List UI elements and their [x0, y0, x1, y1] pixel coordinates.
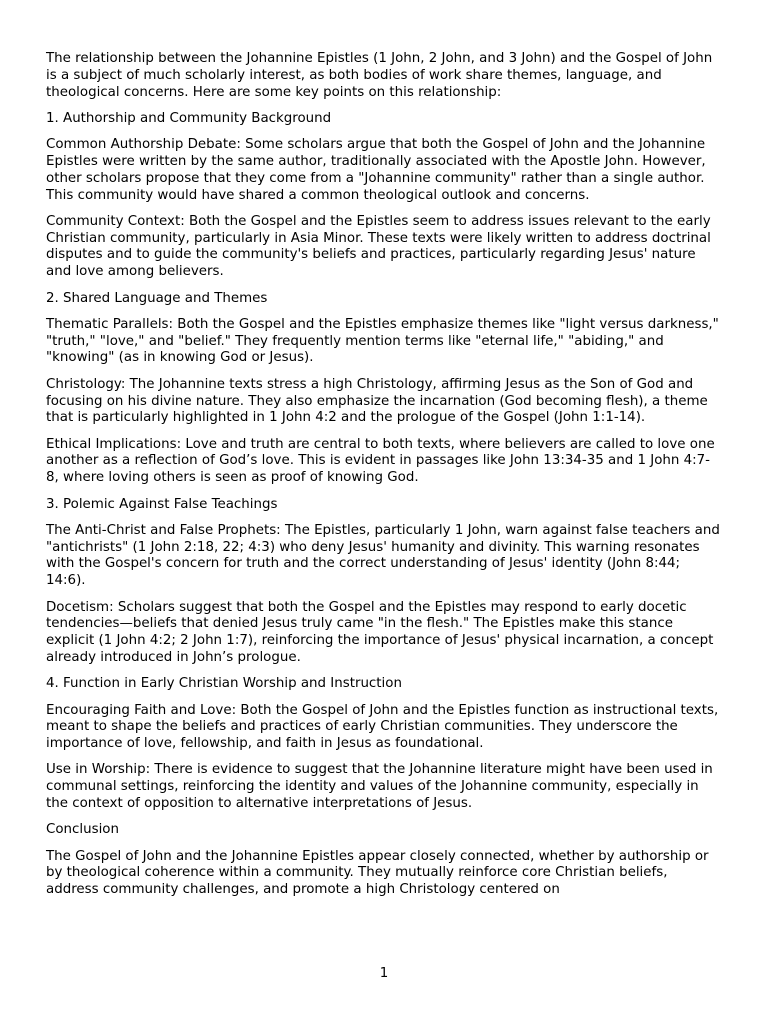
paragraph-thematic-parallels: Thematic Parallels: Both the Gospel and the Epistles emphasize themes like "light versus darkness," "truth," "love," and "belief." They frequently mention terms like "eternal life," "abiding," and "knowing" (as in knowing God or Jesus). [46, 316, 719, 366]
section-heading-conclusion: Conclusion [46, 822, 119, 838]
paragraph-conclusion: The Gospel of John and the Johannine Epistles appear closely connected, whether by authorship or by theological coherence within a community. They mutually reinforce core Christian beliefs, address community challenges, and promote a high Christology centered on [46, 848, 709, 898]
intro-paragraph: The relationship between the Johannine Epistles (1 John, 2 John, and 3 John) and the Gospel of John is a subject of much scholarly interest, as both bodies of work share themes, language, and theological concerns. Here are some key points on this relationship: [46, 51, 713, 100]
paragraph-community-context: Community Context: Both the Gospel and the Epistles seem to address issues relevant to the early Christian community, particularly in Asia Minor. These texts were likely written to address doctrinal disputes and to guide the community's beliefs and practices, particularly regarding Jesus' nature and love among believers. [46, 213, 711, 280]
paragraph-encouraging-faith: Encouraging Faith and Love: Both the Gospel of John and the Epistles function as instructional texts, meant to shape the beliefs and practices of early Christian communities. They underscore the importance of love, fellowship, and faith in Jesus as foundational. [46, 702, 719, 752]
paragraph-ethical-implications: Ethical Implications: Love and truth are central to both texts, where believers are called to love one another as a reflection of God’s love. This is evident in passages like John 13:34-35 and 1 John 4:7-8, where loving others is seen as proof of knowing God. [46, 436, 715, 486]
paragraph-common-authorship: Common Authorship Debate: Some scholars argue that both the Gospel of John and the Johannine Epistles were written by the same author, traditionally associated with the Apostle John. However, other scholars propose that they come from a "Johannine community" rather than a single author. This community would have shared a common theological outlook and concerns. [46, 137, 706, 203]
paragraph-use-in-worship: Use in Worship: There is evidence to suggest that the Johannine literature might have been used in communal settings, reinforcing the identity and values of the Johannine community, especially in the context of opposition to alternative interpretations of Jesus. [46, 762, 713, 811]
section-heading-function: 4. Function in Early Christian Worship and Instruction [46, 676, 402, 692]
section-heading-authorship: 1. Authorship and Community Background [46, 110, 332, 126]
section-heading-shared-language: 2. Shared Language and Themes [46, 290, 268, 306]
paragraph-docetism: Docetism: Scholars suggest that both the Gospel and the Epistles may respond to early docetic tendencies—beliefs that denied Jesus truly came "in the flesh." The Epistles make this stance explicit (1 John 4:2; 2 John 1:7), reinforcing the importance of Jesus' physical incarnation, a concept already introduced in John’s prologue. [46, 599, 714, 665]
section-heading-polemic: 3. Polemic Against False Teachings [46, 496, 278, 512]
document-page [46, 51, 722, 908]
paragraph-antichrist: The Anti-Christ and False Prophets: The Epistles, particularly 1 John, warn against false teachers and "antichrists" (1 John 2:18, 22; 4:3) who deny Jesus' humanity and divinity. This warning resonates with the Gospel's concern for truth and the correct understanding of Jesus' identity (John 8:44; 14:6). [46, 522, 720, 589]
paragraph-christology: Christology: The Johannine texts stress a high Christology, affirming Jesus as the Son of God and focusing on his divine nature. They also emphasize the incarnation (God becoming flesh), a theme that is particularly highlighted in 1 John 4:2 and the prologue of the Gospel (John 1:1-14). [46, 376, 708, 426]
page-number: 1 [379, 966, 389, 981]
